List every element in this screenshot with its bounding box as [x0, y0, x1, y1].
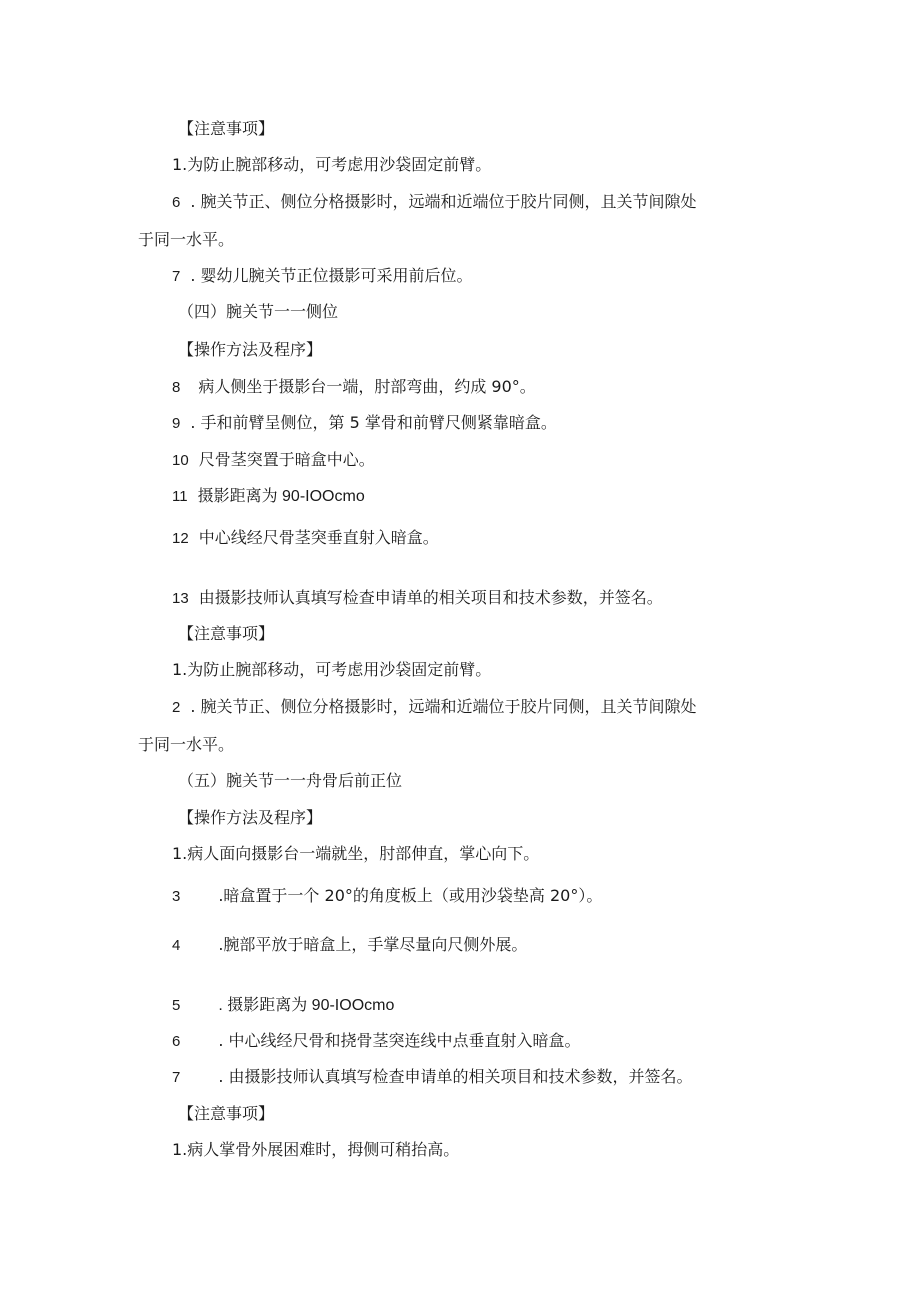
list-item: 8 病人侧坐于摄影台一端，肘部弯曲，约成 90°。	[172, 377, 536, 396]
section-heading-precautions: 【注意事项】	[178, 119, 275, 138]
list-item: 6 . 腕关节正、侧位分格摄影时，远端和近端位于胶片同侧，且关节间隙处	[172, 192, 697, 211]
list-item-continuation: 于同一水平。	[138, 230, 235, 249]
section-heading-scaphoid-pa: （五）腕关节一一舟骨后前正位	[178, 771, 403, 790]
section-heading-procedure: 【操作方法及程序】	[178, 340, 323, 359]
list-item: 9 . 手和前臂呈侧位，第 5 掌骨和前臂尺侧紧靠暗盒。	[172, 413, 557, 432]
list-item: 11 摄影距离为 90-IOOcmo	[172, 488, 365, 505]
section-heading-precautions: 【注意事项】	[178, 624, 275, 643]
section-heading-wrist-lateral: （四）腕关节一一侧位	[178, 302, 339, 321]
list-item-continuation: 于同一水平。	[138, 735, 235, 754]
list-item: 6 . 中心线经尺骨和挠骨茎突连线中点垂直射入暗盒。	[172, 1031, 581, 1050]
list-item: 4 .腕部平放于暗盒上，手掌尽量向尺侧外展。	[172, 935, 528, 954]
section-heading-precautions: 【注意事项】	[178, 1104, 275, 1123]
list-item: 1.为防止腕部移动，可考虑用沙袋固定前臂。	[172, 155, 492, 174]
list-item: 3 .暗盒置于一个 20°的角度板上（或用沙袋垫高 20°）。	[172, 886, 603, 905]
list-item: 5 . 摄影距离为 90-IOOcmo	[172, 997, 395, 1014]
list-item: 2 . 腕关节正、侧位分格摄影时，远端和近端位于胶片同侧，且关节间隙处	[172, 697, 697, 716]
list-item: 7 . 由摄影技师认真填写检查申请单的相关项目和技术参数，并签名。	[172, 1067, 693, 1086]
list-item: 7 . 婴幼儿腕关节正位摄影可采用前后位。	[172, 266, 473, 285]
section-heading-procedure: 【操作方法及程序】	[178, 808, 323, 827]
list-item: 12 中心线经尺骨茎突垂直射入暗盒。	[172, 528, 439, 547]
list-item: 13 由摄影技师认真填写检查申请单的相关项目和技术参数，并签名。	[172, 588, 663, 607]
list-item: 1.病人面向摄影台一端就坐，肘部伸直，掌心向下。	[172, 844, 540, 863]
list-item: 10 尺骨茎突置于暗盒中心。	[172, 450, 375, 469]
list-item: 1.为防止腕部移动，可考虑用沙袋固定前臂。	[172, 660, 492, 679]
list-item: 1.病人掌骨外展困难时，拇侧可稍抬高。	[172, 1140, 460, 1159]
